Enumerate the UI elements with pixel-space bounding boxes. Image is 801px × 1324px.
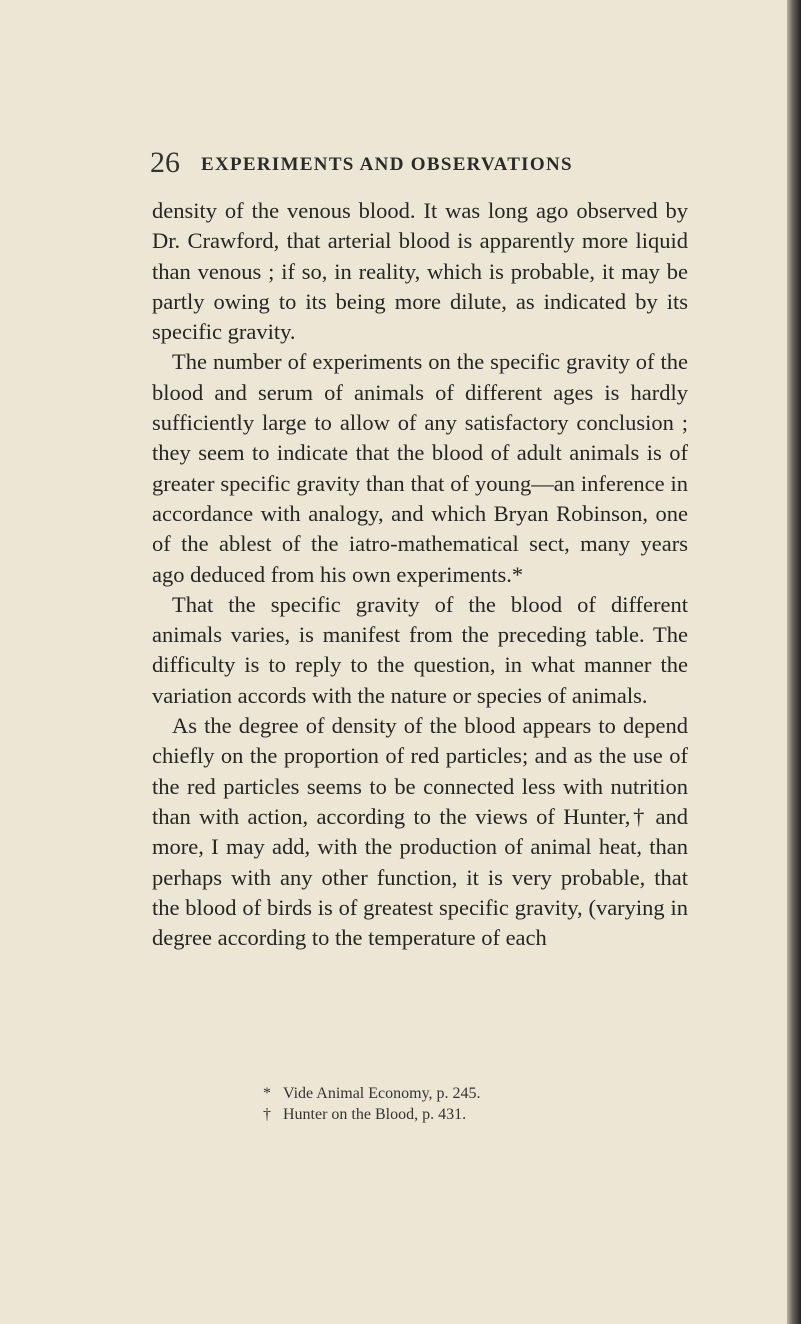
paragraph-4: As the degree of density of the blood appears to depend chiefly on the proportion of red particles; and as the use of the red particles seems to be connected less with nutrition than with action, according to the views of Hunter,† and more, I may add, with the production of animal heat, than perhaps with any other function, it is very probable, that the blood of birds is of greatest specific gravity, (varying in degree according to the temperature of each — [152, 713, 688, 951]
paragraph-2: The number of experiments on the specific gravity of the blood and serum of animals of different ages is hardly sufficiently large to allow of any satisfactory conclusion ; they seem to indicate that the blood of adult animals is of greater specific gravity than that of young—an inference in accordance with analogy, and which Bryan Robinson, one of the ablest of the iatro-mathematical sect, many years ago deduced from his own experiments.* — [152, 349, 688, 587]
footnotes — [263, 1083, 743, 1125]
footnote-mark: † — [263, 1106, 271, 1123]
paragraph-1: density of the venous blood. It was long ago observed by Dr. Crawford, that arterial blood is apparently more liquid than venous ; if so, in reality, which is probable, it may be partly owing to its being more dilute, as indicated by its specific gravity. — [152, 198, 688, 345]
paragraph-3: That the specific gravity of the blood of different animals varies, is manifest from the preceding table. The difficulty is to reply to the question, in what manner the variation accords with the nature or species of animals. — [152, 591, 688, 708]
footnote-text: Vide Animal Economy, p. 245. — [283, 1085, 481, 1102]
book-binding-edge — [787, 0, 801, 1324]
footnote-mark: * — [263, 1085, 271, 1102]
body-text — [152, 196, 688, 953]
footnote-text: Hunter on the Blood, p. 431. — [283, 1106, 467, 1123]
running-head: EXPERIMENTS AND OBSERVATIONS — [201, 154, 573, 175]
footnote-2 — [263, 1104, 743, 1125]
page-header — [150, 146, 750, 182]
page-number: 26 — [150, 146, 180, 179]
footnote-1 — [263, 1083, 743, 1104]
